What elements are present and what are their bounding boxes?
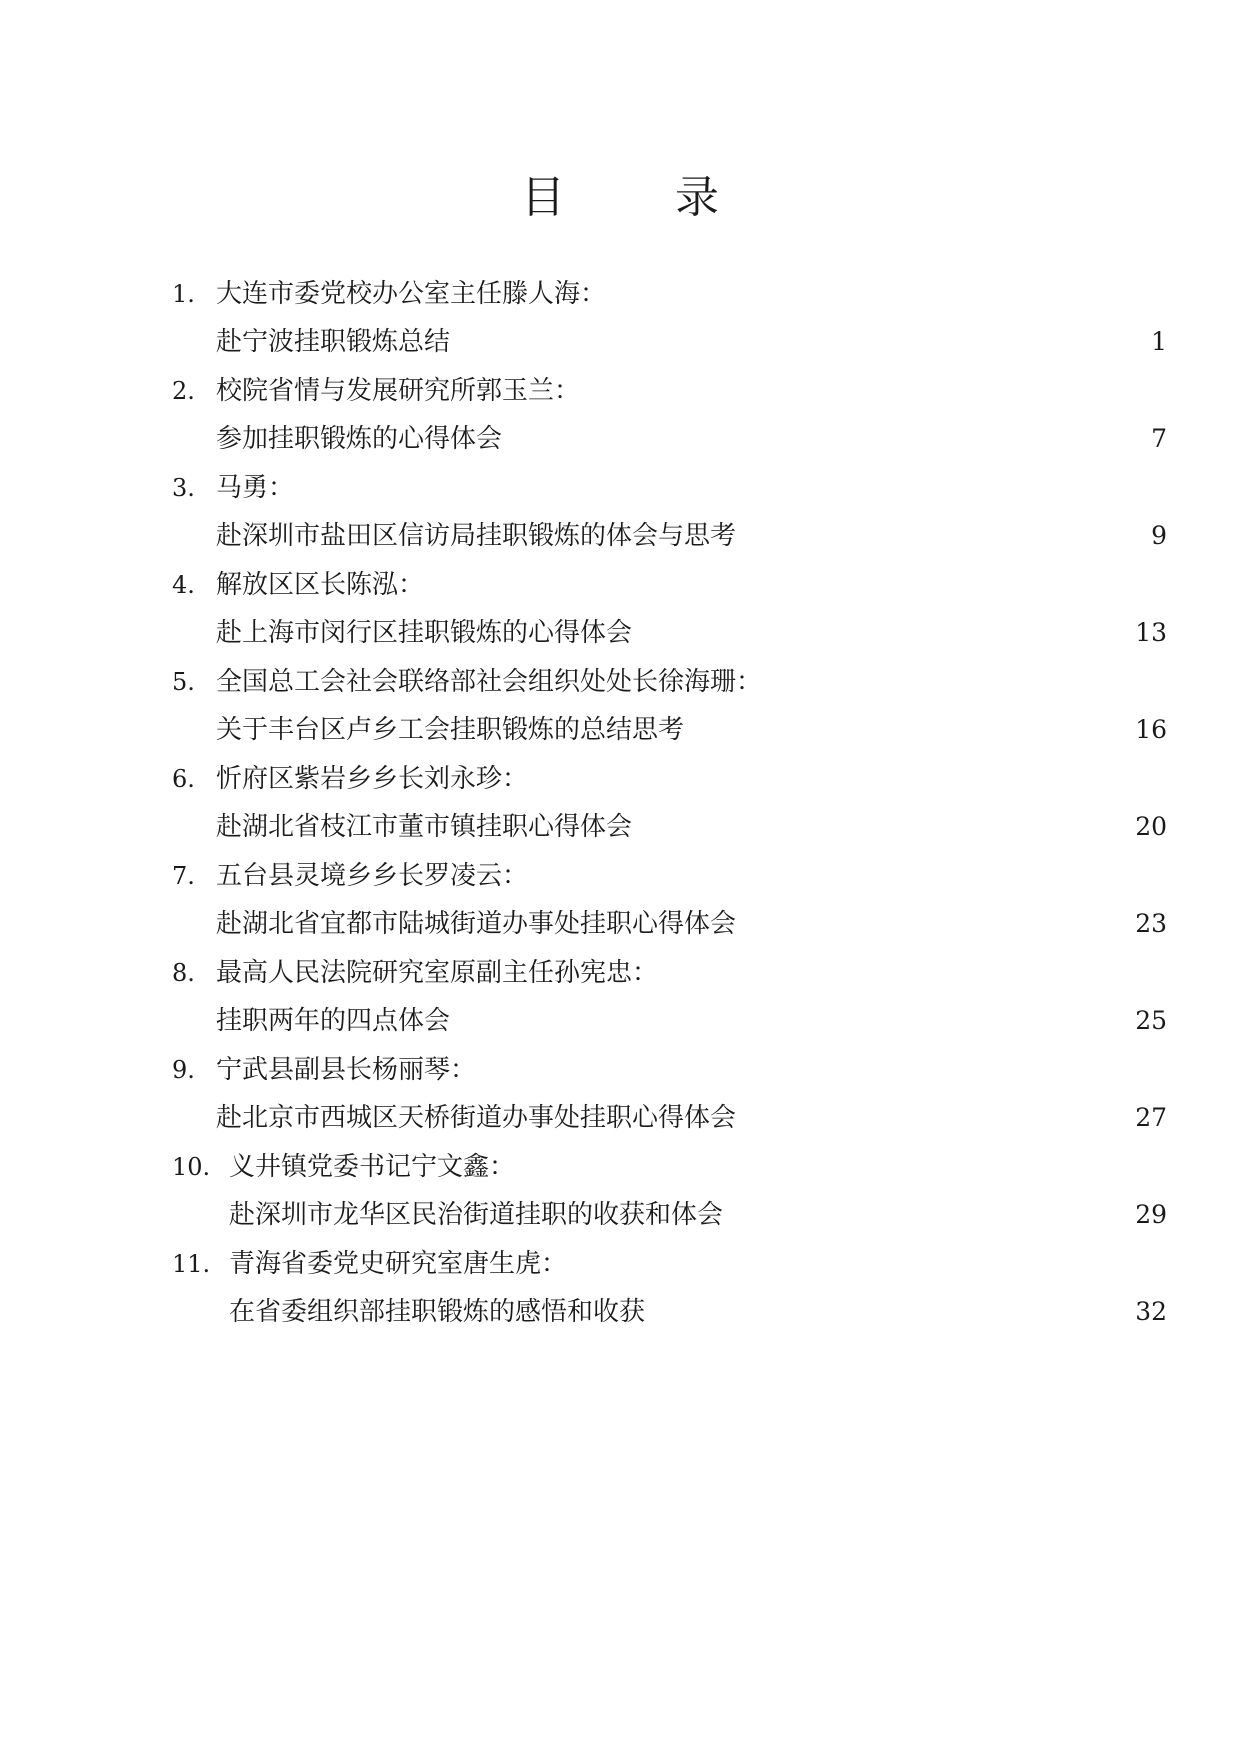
toc-entry-title[interactable]: 赴上海市闵行区挂职锻炼的心得体会 <box>216 618 633 648</box>
toc-entry-title[interactable]: 赴湖北省宜都市陆城街道办事处挂职心得体会 <box>216 909 737 939</box>
toc-entry-number: 6. <box>172 765 195 793</box>
toc-entry[interactable] <box>0 561 1240 658</box>
toc-entry[interactable] <box>0 270 1240 367</box>
toc-entry-author: 校院省情与发展研究所郭玉兰： <box>216 376 581 406</box>
toc-entry-page-number: 23 <box>1135 909 1167 938</box>
toc-entry-number: 10. <box>172 1153 211 1181</box>
toc-entry-number: 11. <box>172 1250 211 1278</box>
toc-entry[interactable] <box>0 949 1240 1046</box>
toc-entry-title[interactable]: 挂职两年的四点体会 <box>216 1006 451 1036</box>
toc-entry-number: 3. <box>172 474 195 502</box>
toc-entry-page-number: 9 <box>1151 521 1167 550</box>
toc-entry-page-number: 32 <box>1135 1297 1167 1326</box>
toc-entry-page-number: 16 <box>1135 715 1167 744</box>
toc-entry-title[interactable]: 参加挂职锻炼的心得体会 <box>216 424 503 454</box>
toc-entry-title[interactable]: 赴深圳市龙华区民治街道挂职的收获和体会 <box>229 1200 724 1230</box>
toc-entry[interactable] <box>0 1240 1240 1337</box>
toc-entry[interactable] <box>0 658 1240 755</box>
toc-entry-title[interactable]: 赴湖北省枝江市董市镇挂职心得体会 <box>216 812 633 842</box>
toc-entry-author: 忻府区紫岩乡乡长刘永珍： <box>216 764 529 794</box>
toc-entry-author: 宁武县副县长杨丽琴： <box>216 1055 477 1085</box>
toc-entry-author: 全国总工会社会联络部社会组织处处长徐海珊： <box>216 667 763 697</box>
toc-entry-title[interactable]: 在省委组织部挂职锻炼的感悟和收获 <box>229 1297 646 1327</box>
toc-entry-title[interactable]: 赴深圳市盐田区信访局挂职锻炼的体会与思考 <box>216 521 737 551</box>
toc-entry[interactable] <box>0 852 1240 949</box>
toc-entry-author: 大连市委党校办公室主任滕人海： <box>216 279 607 309</box>
toc-entry[interactable] <box>0 1046 1240 1143</box>
toc-entry-page-number: 27 <box>1135 1103 1167 1132</box>
toc-entry-page-number: 7 <box>1151 424 1167 453</box>
toc-entry-author: 最高人民法院研究室原副主任孙宪忠： <box>216 958 659 988</box>
toc-entry-number: 9. <box>172 1056 195 1084</box>
toc-entry-author: 马勇： <box>216 473 295 503</box>
toc-entry-number: 4. <box>172 571 195 599</box>
toc-entry-number: 7. <box>172 862 195 890</box>
toc-entry-number: 1. <box>172 280 195 308</box>
toc-entry-page-number: 20 <box>1135 812 1167 841</box>
toc-entry-author: 解放区区长陈泓： <box>216 570 425 600</box>
toc-entry[interactable] <box>0 755 1240 852</box>
toc-entry[interactable] <box>0 1143 1240 1240</box>
toc-entry-number: 8. <box>172 959 195 987</box>
toc-entry-number: 5. <box>172 668 195 696</box>
toc-entry[interactable] <box>0 367 1240 464</box>
toc-entry-page-number: 13 <box>1135 618 1167 647</box>
toc-entry-author: 青海省委党史研究室唐生虎： <box>229 1249 568 1279</box>
toc-entry-title[interactable]: 赴宁波挂职锻炼总结 <box>216 327 451 357</box>
toc-entry-author: 五台县灵境乡乡长罗凌云： <box>216 861 529 891</box>
toc-entry-page-number: 25 <box>1135 1006 1167 1035</box>
toc-entry-number: 2. <box>172 377 195 405</box>
toc-entry-title[interactable]: 关于丰台区卢乡工会挂职锻炼的总结思考 <box>216 715 685 745</box>
toc-entry[interactable] <box>0 464 1240 561</box>
toc-entry-page-number: 1 <box>1151 327 1167 356</box>
page-title: 目 录 <box>521 172 767 223</box>
toc-entry-page-number: 29 <box>1135 1200 1167 1229</box>
toc-entry-author: 义井镇党委书记宁文鑫： <box>229 1152 516 1182</box>
toc-entry-title[interactable]: 赴北京市西城区天桥街道办事处挂职心得体会 <box>216 1103 737 1133</box>
